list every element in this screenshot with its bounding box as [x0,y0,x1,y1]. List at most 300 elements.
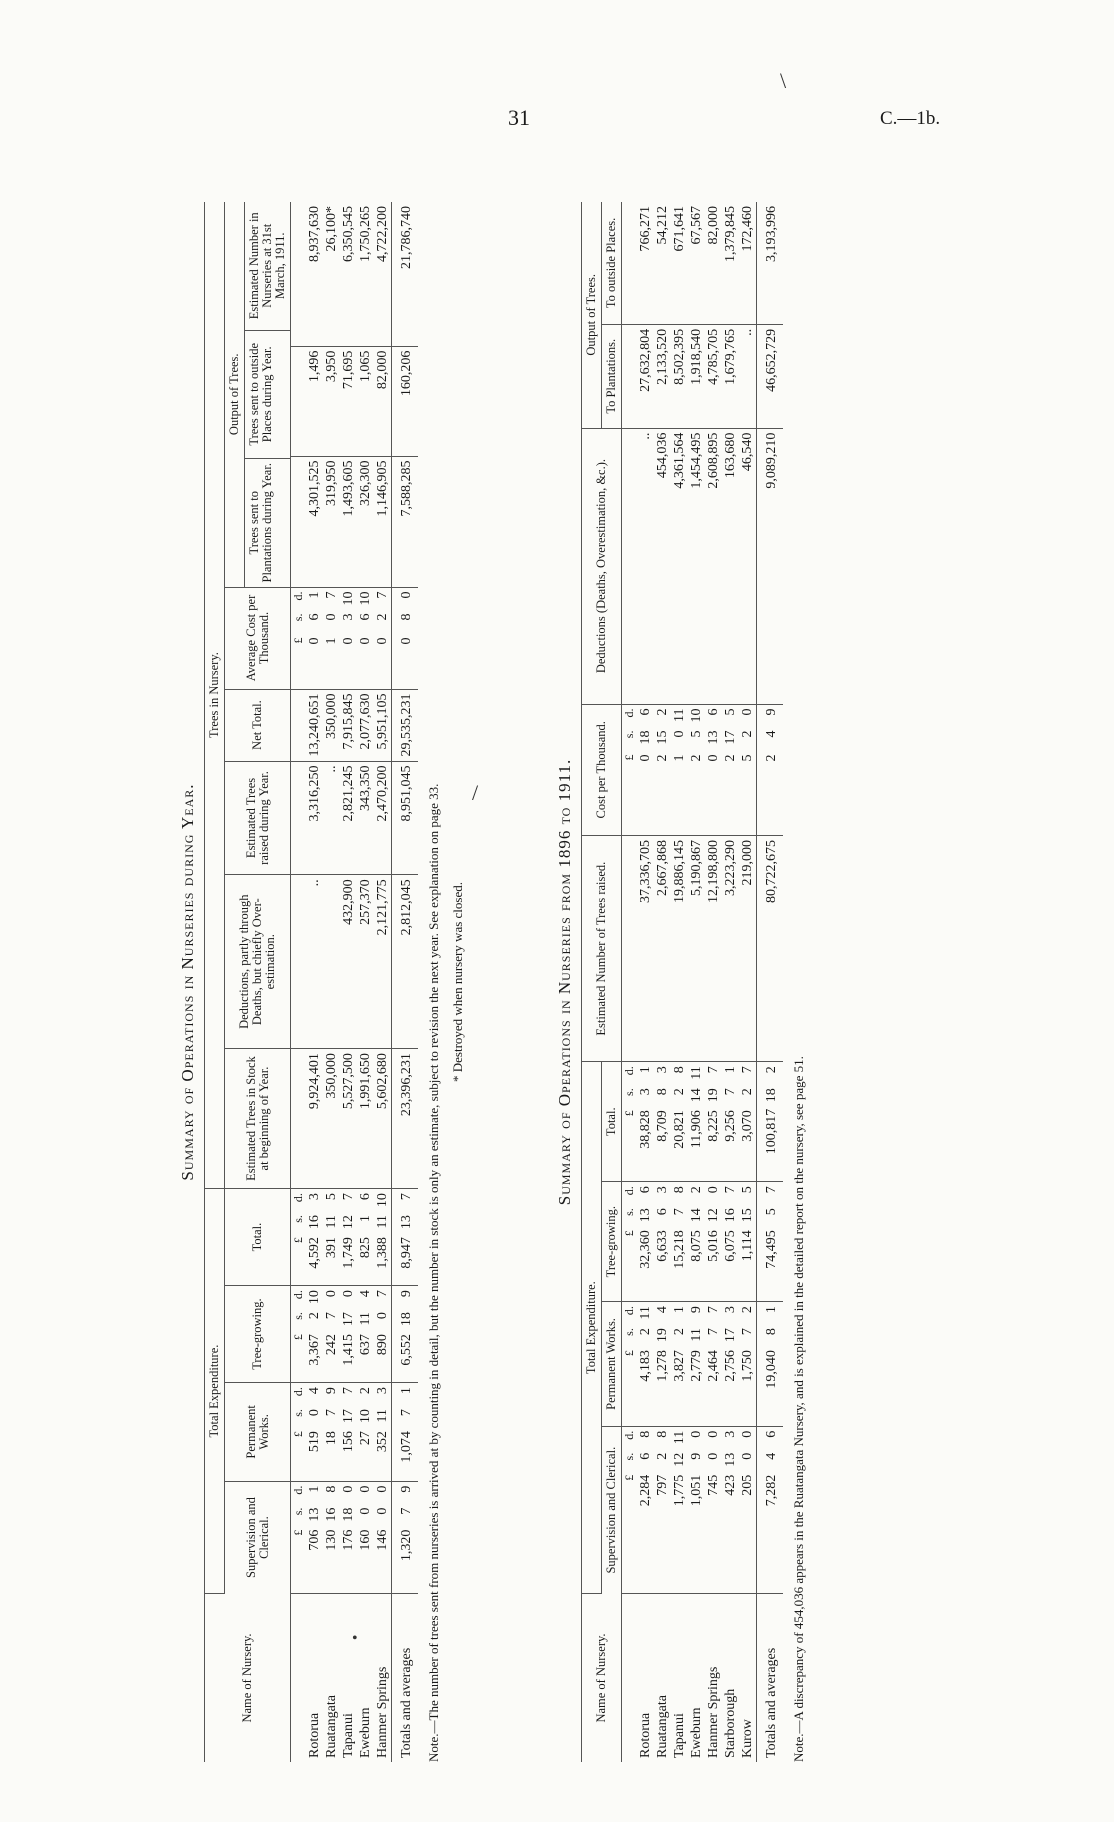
t2-cell-sup-d: 6 [764,1430,779,1438]
t1-header-tree-growing: Tree-growing. [225,1286,291,1383]
t1-cell-plant: 319,950 [323,456,340,587]
t2-header-raised: Estimated Number of Trees raised. [582,836,622,1062]
t2-header-deductions: Deductions (Deaths, Overestimation, &c.). [582,428,622,704]
t2-cell-sup-s: 0 [705,1452,721,1460]
t2-cell-total-d: 7 [705,1066,721,1074]
t2-cell-name: Tapanui [671,1713,687,1758]
t1-cell-tree-l: 242 [323,1334,339,1356]
t1-cell-perm-lsd [375,1387,391,1475]
t2-cell-name: Starborough [722,1688,738,1758]
table-row [705,202,722,1762]
t1-unit-blank [291,689,307,761]
t1-cell-perm-l: 1,074 [399,1431,414,1463]
t1-cell-sup-d: 8 [323,1485,339,1493]
t2-cell-tree-d: 8 [671,1186,687,1194]
t1-header-to-plantations: Trees sent to Plantations during Year. [247,463,274,583]
t2-cell-cost-lsd [689,709,705,769]
t2-cell-perm [722,1302,739,1427]
t1-cell-tree-s: 17 [340,1312,356,1327]
t2-cell-total-l: 20,821 [671,1110,687,1149]
t1-header-net-total: Net Total. [225,689,291,761]
t2-cell-sup-l: 7,282 [764,1474,779,1507]
t1-cell-avg-d: 1 [306,591,322,599]
t2-unit-perm [622,1302,638,1427]
t2-unit-sup [622,1426,638,1593]
table2 [581,202,783,1762]
t2-cell-cost-l: 1 [671,754,687,762]
table2-title: Summary of Operations in Nurseries from 1896 to 1911. [555,758,574,1206]
t1-cell-tree-lsd [307,1290,323,1378]
t1-cell-name: Tapanui [340,1713,356,1758]
page-number: 31 [508,105,530,130]
t1-cell-perm-s: 7 [323,1409,339,1417]
t2-cell-perm-d: 11 [637,1306,653,1320]
t1-cell-name: Eweburn [357,1707,373,1758]
t1-cell-avg-lsd [307,592,323,652]
t2-cell-tree-s: 13 [637,1208,653,1223]
t2-cell-tree-d: 0 [705,1186,721,1194]
t2-cell-sup-s: 4 [764,1452,779,1460]
t2-cell-cost-d: 9 [764,708,779,716]
t1-cell-tree [392,1286,419,1383]
t2-cell-perm-l: 1,750 [739,1350,755,1382]
t1-unit-blank [291,1594,307,1763]
t1-cell-avg-d: 10 [340,591,356,606]
t1-cell-perm [306,1383,323,1482]
t1-cell-avg [357,587,374,689]
t1-cell-number: 26,100* [323,202,340,346]
t1-cell-avg-d: 7 [323,591,339,599]
t1-header-raised: Estimated Trees raised during Year. [225,761,291,875]
t2-cell-tree-lsd [723,1186,739,1274]
t2-unit-blank [622,324,638,428]
t2-cell-cost-s: 0 [671,730,687,738]
t2-cell-total-s: 19 [705,1088,721,1103]
t2-cell-total [757,1062,784,1182]
t1-cell-avg-d: 0 [399,591,414,599]
t1-cell-perm-s: 11 [374,1409,390,1423]
t2-cell-perm-s: 11 [688,1328,704,1342]
t2-cell-tree-d: 7 [764,1186,779,1194]
table-row [357,202,374,1762]
t2-cell-sup-lsd [764,1431,780,1519]
t2-cell-total-s: 14 [688,1088,704,1103]
t2-cell-sup-s: 0 [739,1452,755,1460]
t1-cell-sup [323,1481,340,1593]
t1-cell-plant: 4,301,525 [306,456,323,587]
t1-cell-avg-l: 1 [323,637,339,645]
t2-cell-sup-s: 12 [671,1452,687,1467]
t1-cell-perm [323,1383,340,1482]
t1-cell-plant: 326,300 [357,456,374,587]
t2-cell-total [671,1062,688,1182]
t2-unit-cost-lsd [622,709,637,769]
t1-cell-outside: 82,000 [374,346,392,456]
t2-cell-cost-d: 6 [705,708,721,716]
t1-cell-deductions: 2,121,775 [374,875,392,1049]
t2-cell-sup-l: 1,775 [671,1474,687,1507]
t2-cell-sup-l: 2,284 [637,1474,653,1507]
t2-cell-perm-d: 2 [739,1306,755,1314]
t2-cell-sup-d: 11 [671,1430,687,1445]
t2-cell-cost [739,704,757,836]
t1-cell-deductions: 2,812,045 [392,875,419,1049]
t2-cell-cost-l: 0 [637,754,653,762]
t2-cell-raised: 12,198,800 [705,836,722,1062]
t2-cell-total-s: 18 [764,1088,779,1103]
t2-cell-total-lsd [638,1066,654,1154]
t2-cell-sup-s: 9 [688,1452,704,1460]
t2-cell-cost-s: 5 [688,730,704,738]
table-row [688,202,705,1762]
t2-cell-sup-d: 0 [688,1430,704,1438]
table-row [374,202,392,1762]
t1-cell-stock: 9,924,401 [306,1049,323,1189]
t1-unit-avg-pence: d. [291,591,305,601]
t1-cell-name: Hanmer Springs [374,1666,390,1758]
t1-cell-sup-l: 176 [340,1529,356,1551]
t1-unit-total-pence: d. [291,1193,305,1203]
t2-cell-tree [722,1182,739,1302]
t1-group-trees-label: Trees in Nursery. [207,652,221,738]
t2-unit-total-lsd [622,1066,637,1154]
table-row [671,202,688,1762]
t1-cell-avg-s: 2 [374,613,390,621]
t1-cell-perm-lsd [341,1387,357,1475]
t1-header-supervision: Supervision and Clerical. [225,1481,291,1593]
t2-cell-sup-lsd [689,1431,705,1519]
t1-cell-perm-l: 519 [306,1431,322,1453]
t1-header-avg-cost: Average Cost per Thousand. [225,587,291,689]
t2-cell-raised: 37,336,705 [637,836,654,1062]
t2-unit-blank [622,1594,638,1763]
t2-header-tree-growing: Tree-growing. [602,1182,622,1302]
t2-cell-raised: 3,223,290 [722,836,739,1062]
t2-cell-sup [722,1426,739,1593]
rotated-tables [0,122,1114,1822]
t2-cell-total-d: 2 [764,1066,779,1074]
page-reference: C.—1b. [880,108,941,129]
t1-cell-tree-d: 10 [306,1290,322,1305]
t2-cell-perm-lsd [672,1306,688,1394]
t1-cell-tree-l: 890 [374,1334,390,1356]
t2-cell-tree-d: 6 [637,1186,653,1194]
t1-unit-tree-pound: £ [291,1334,305,1341]
t2-cell-sup-l: 423 [722,1474,738,1496]
t1-cell-total-l: 1,749 [340,1237,356,1269]
t1-cell-raised: 343,350 [357,761,374,875]
t2-cell-tree-s: 6 [654,1208,670,1216]
t2-cell-tree-lsd [706,1186,722,1274]
t1-cell-avg-s: 3 [340,613,356,621]
t1-cell-total-lsd [307,1193,323,1281]
t1-unit-total-lsd [291,1193,306,1281]
t1-cell-sup [306,1481,323,1593]
t1-cell-name: Totals and averages [392,1594,419,1763]
t2-cell-total [637,1062,654,1182]
t1-cell-tree-l: 3,367 [306,1334,322,1366]
t1-header-permanent: Permanent Works. [225,1383,291,1482]
t1-cell-stock: 1,991,650 [357,1049,374,1189]
t1-cell-tree-d: 0 [340,1290,356,1298]
t2-cell-tree-l: 5,016 [705,1230,721,1262]
t1-cell-avg-d: 7 [374,591,390,599]
t2-cell-cost-d: 10 [688,708,704,723]
table-row [739,202,757,1762]
t1-unit-blank [291,456,307,587]
t2-cell-total-d: 3 [654,1066,670,1074]
t1-cell-perm-s: 10 [357,1409,373,1424]
t1-cell-outside: 160,206 [392,346,419,456]
t2-header-to-plantations: To Plantations. [602,324,622,428]
t2-cell-tree [637,1182,654,1302]
t1-cell-tree-s: 2 [306,1312,322,1320]
t1-unit-avg-lsd [291,592,306,652]
t2-totals-row [757,202,784,1762]
t1-cell-sup-l: 706 [306,1529,322,1551]
t1-cell-perm-s: 0 [306,1409,322,1417]
table-row [323,202,340,1762]
t2-cell-cost [705,704,722,836]
t1-cell-total-s: 16 [306,1215,322,1230]
t2-cell-total-s: 2 [671,1088,687,1096]
t1-cell-avg-s: 8 [399,613,414,621]
t1-unit-blank [291,346,307,456]
t1-cell-number: 6,350,545 [340,202,357,346]
t2-cell-sup [739,1426,757,1593]
t2-cell-total-lsd [764,1066,780,1154]
t1-cell-sup-lsd [399,1486,415,1574]
table2-section [555,202,807,1762]
table-row [306,202,323,1762]
t1-cell-total [374,1189,392,1286]
t2-cell-cost-l: 5 [739,754,755,762]
t2-cell-tree-d: 7 [722,1186,738,1194]
t2-cell-tree-l: 8,075 [688,1230,704,1262]
t1-cell-tree-s: 0 [374,1312,390,1320]
t1-cell-avg-s: 0 [323,613,339,621]
t1-cell-total [306,1189,323,1286]
stray-mark: \ [780,68,787,93]
t2-unit-perm-pound: £ [622,1350,636,1357]
t2-cell-total-lsd [706,1066,722,1154]
t2-cell-perm-d: 3 [722,1306,738,1314]
t1-cell-net: 5,951,105 [374,689,392,761]
t2-cell-tree-lsd [740,1186,756,1274]
t1-cell-sup-lsd [341,1486,357,1574]
t2-unit-tree-pound: £ [622,1230,636,1237]
t1-cell-total-l: 4,592 [306,1237,322,1269]
t2-cell-deductions: 46,540 [739,428,757,704]
t1-cell-perm-l: 352 [374,1431,390,1453]
t2-group-output: Output of Trees. [582,202,602,428]
t2-cell-sup-l: 745 [705,1474,721,1496]
t2-cell-perm-d: 4 [654,1306,670,1314]
t2-cell-total-s: 3 [637,1088,653,1096]
t1-cell-perm-d: 1 [399,1387,414,1395]
t2-cell-name: Totals and averages [757,1594,784,1763]
t2-cell-perm [654,1302,671,1427]
t2-unit-blank [622,428,638,704]
t1-cell-total-d: 6 [357,1193,373,1201]
t2-cell-perm-lsd [764,1306,780,1394]
t2-cell-sup [757,1426,784,1593]
t1-cell-sup-l: 146 [374,1529,390,1551]
t2-cell-cost-l: 2 [722,754,738,762]
t2-cell-name: Ruatangata [654,1695,670,1758]
t2-cell-total-lsd [723,1066,739,1154]
t2-cell-deductions: 163,680 [722,428,739,704]
t2-cell-perm-l: 2,779 [688,1350,704,1382]
t2-header-supervision: Supervision and Clerical. [602,1426,622,1593]
t2-cell-tree-s: 15 [739,1208,755,1223]
t1-cell-avg [323,587,340,689]
t1-cell-sup-s: 0 [357,1507,373,1515]
t2-cell-sup-lsd [638,1431,654,1519]
t2-cell-outside: 172,460 [739,202,757,324]
t1-cell-net: 350,000 [323,689,340,761]
t1-cell-total [392,1189,419,1286]
t1-cell-net: 29,535,231 [392,689,419,761]
t2-cell-cost-s: 15 [654,730,670,745]
t1-unit-tree-lsd [291,1290,306,1378]
t1-cell-total-d: 5 [323,1193,339,1201]
t1-cell-total-lsd [375,1193,391,1281]
t2-cell-tree-d: 3 [654,1186,670,1194]
t2-cell-cost [637,704,654,836]
table1 [204,202,418,1762]
t2-cell-perm-lsd [706,1306,722,1394]
t2-cell-cost-s: 4 [764,730,779,738]
t1-cell-sup [340,1481,357,1593]
t1-cell-total-l: 1,388 [374,1237,390,1269]
t2-cell-raised: 19,886,145 [671,836,688,1062]
t1-cell-sup-d: 0 [357,1485,373,1493]
t1-cell-raised: 2,821,245 [340,761,357,875]
t1-cell-stock: 23,396,231 [392,1049,419,1189]
t2-cell-deductions: 9,089,210 [757,428,784,704]
t2-cell-name: Kurow [739,1719,755,1758]
t2-cell-perm [705,1302,722,1427]
t2-cell-tree [739,1182,757,1302]
t1-cell-sup-lsd [375,1486,391,1574]
t1-unit-total [291,1189,307,1286]
t2-cell-sup-lsd [740,1431,756,1519]
t2-cell-cost-d: 2 [654,708,670,716]
t2-cell-cost-d: 11 [671,708,687,723]
t1-cell-perm-d: 2 [357,1387,373,1395]
t1-cell-total-d: 10 [374,1193,390,1208]
t1-header-total: Total. [225,1189,291,1286]
t1-unit-sup-pound: £ [291,1529,305,1536]
t1-cell-perm-d: 4 [306,1387,322,1395]
t2-cell-tree [688,1182,705,1302]
t1-unit-avg-pound: £ [291,637,305,644]
t1-unit-tree-pence: d. [291,1290,305,1300]
t2-cell-sup-d: 8 [637,1430,653,1438]
t2-cell-perm-s: 2 [671,1328,687,1336]
t2-cell-name: Eweburn [688,1707,704,1758]
t2-cell-perm-l: 4,183 [637,1350,653,1382]
t2-cell-perm [637,1302,654,1427]
t2-cell-perm-lsd [740,1306,756,1394]
t2-header-to-outside: To outside Places. [602,202,622,324]
t1-cell-tree-s: 18 [399,1312,414,1327]
t2-cell-cost-s: 2 [739,730,755,738]
t2-unit-sup-shilling: s. [622,1452,636,1461]
t1-cell-net: 2,077,630 [357,689,374,761]
t1-cell-perm-s: 17 [340,1409,356,1424]
t2-cell-tree-d: 2 [688,1186,704,1194]
table1-title: Summary of Operations in Nurseries during Year. [178,783,197,1181]
t2-cell-perm-d: 7 [705,1306,721,1314]
t1-unit-perm-pound: £ [291,1431,305,1438]
t2-cell-total [722,1062,739,1182]
t1-cell-perm-lsd [307,1387,323,1475]
t1-cell-number: 8,937,630 [306,202,323,346]
t1-unit-perm-shilling: s. [291,1409,305,1417]
t2-cell-total-lsd [689,1066,705,1154]
t1-cell-total-s: 13 [399,1215,414,1230]
t1-group-expenditure: Total Expenditure. [205,1189,225,1594]
t2-cell-total-l: 9,256 [722,1110,738,1142]
t2-cell-tree-l: 6,633 [654,1230,670,1262]
t2-cell-total-lsd [672,1066,688,1154]
t2-cell-tree [654,1182,671,1302]
t2-cell-perm-s: 17 [722,1328,738,1343]
t1-cell-perm-d: 3 [374,1387,390,1395]
t1-cell-perm [374,1383,392,1482]
t2-cell-perm-lsd [723,1306,739,1394]
t1-cell-sup-l: 160 [357,1529,373,1551]
t1-cell-perm-lsd [324,1387,340,1475]
t1-cell-raised: 3,316,250 [306,761,323,875]
t2-cell-sup-l: 1,051 [688,1474,704,1507]
t2-cell-total-d: 8 [671,1066,687,1074]
t2-cell-sup [705,1426,722,1593]
t1-cell-tree [306,1286,323,1383]
t1-unit-total-shilling: s. [291,1215,305,1223]
t2-cell-perm-d: 1 [671,1306,687,1314]
t1-cell-avg-lsd [358,592,374,652]
t2-unit-total [622,1062,638,1182]
t2-cell-perm-s: 19 [654,1328,670,1343]
t1-cell-tree-lsd [358,1290,374,1378]
t1-cell-perm-lsd [399,1387,415,1475]
t1-cell-sup-d: 0 [374,1485,390,1493]
t1-unit-perm-pence: d. [291,1387,305,1397]
t2-cell-cost-lsd [740,709,756,769]
t1-cell-perm-lsd [358,1387,374,1475]
t1-cell-total-lsd [341,1193,357,1281]
t1-cell-plant: 1,493,605 [340,456,357,587]
t1-cell-outside: 3,950 [323,346,340,456]
t1-header-to-outside: Trees sent to outside Places during Year. [245,331,290,460]
t2-cell-total-d: 1 [722,1066,738,1074]
t2-cell-deductions: 454,036 [654,428,671,704]
t2-cell-outside: 671,641 [671,202,688,324]
t1-cell-avg-l: 0 [357,637,373,645]
t1-cell-avg-l: 0 [340,637,356,645]
t1-cell-sup [357,1481,374,1593]
t2-cell-cost [688,704,705,836]
t2-header-name: Name of Nursery. [582,1594,622,1763]
t1-cell-total [323,1189,340,1286]
t1-group-trees [205,202,225,1189]
t1-cell-avg-l: 0 [306,637,322,645]
t2-unit-row [622,202,638,1762]
t2-cell-name: Hanmer Springs [705,1666,721,1758]
